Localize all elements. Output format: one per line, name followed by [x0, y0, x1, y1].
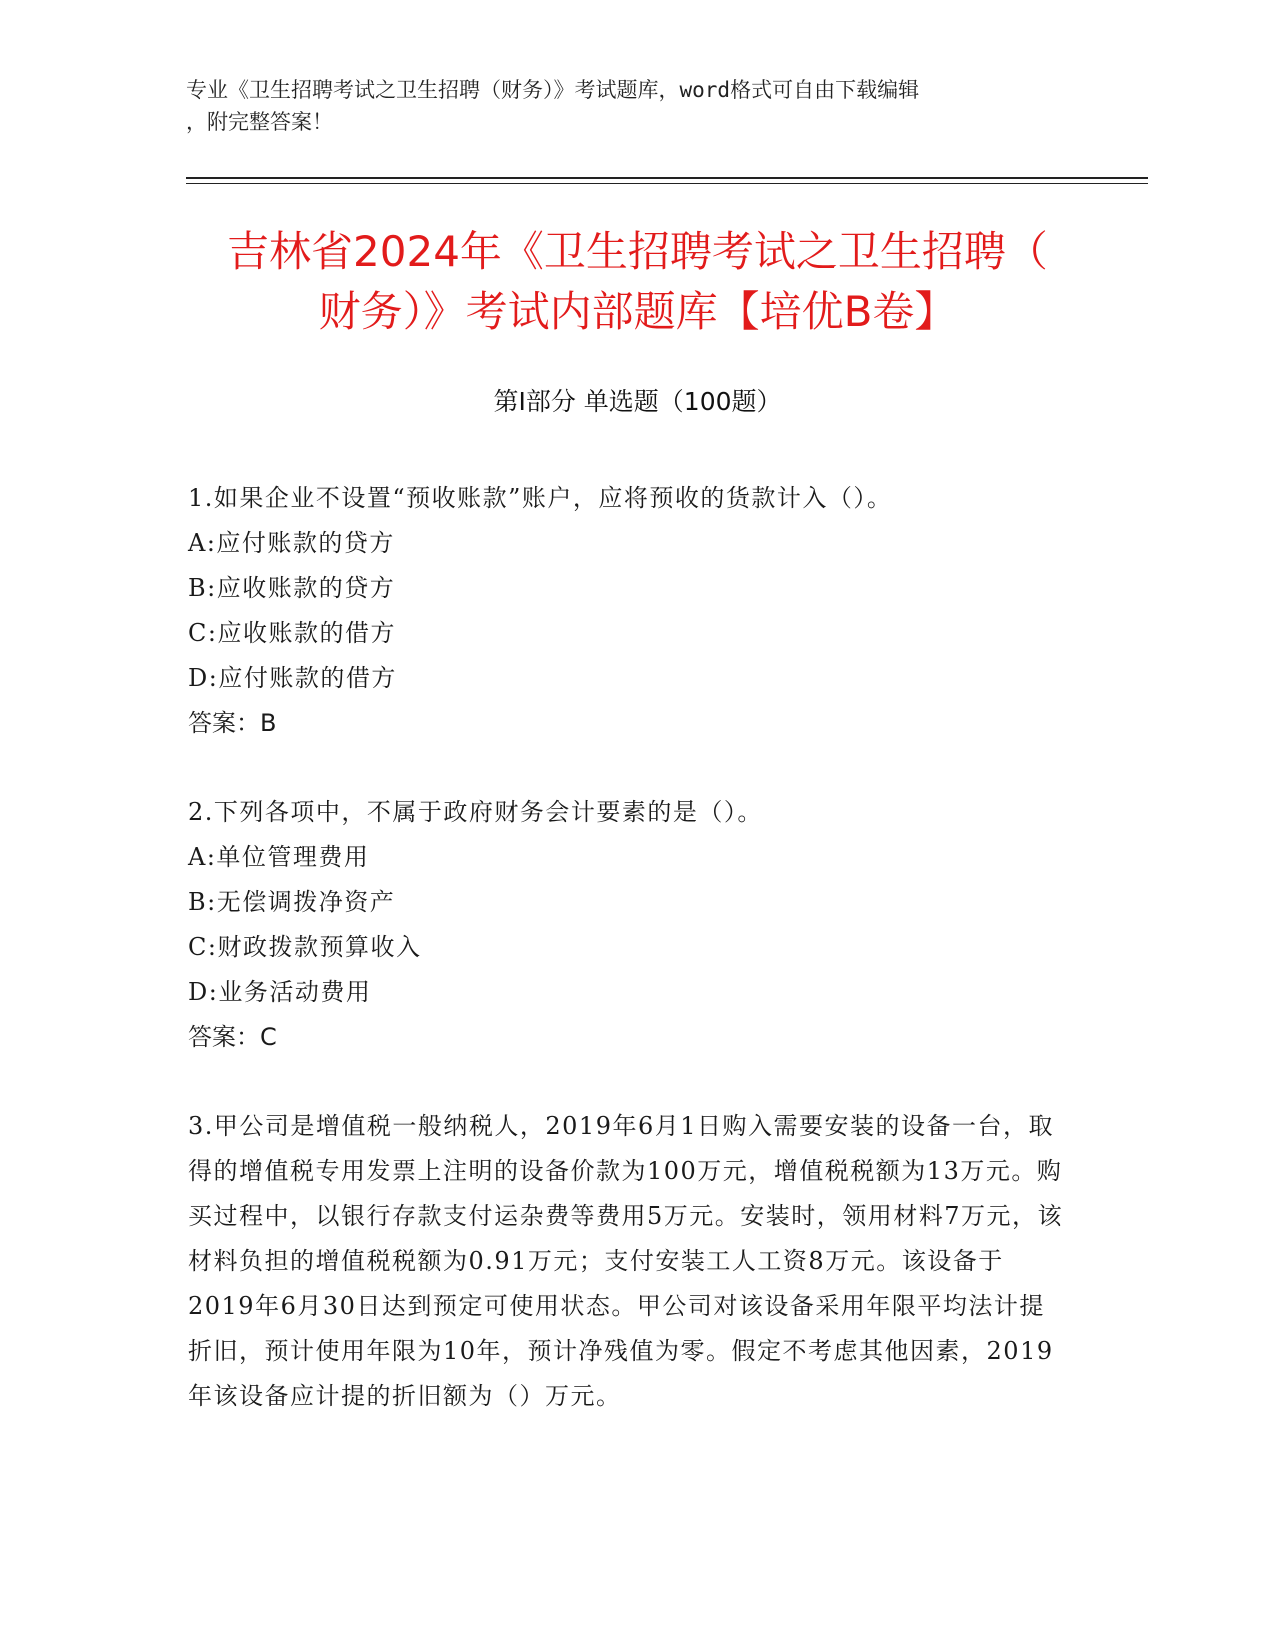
header-divider-thick	[186, 177, 1148, 179]
header-line-2: ，附完整答案！	[186, 110, 333, 134]
question-2	[188, 790, 1068, 1060]
header-divider-thin	[186, 183, 1148, 184]
answer-label: 答案：C	[188, 1023, 277, 1051]
question-stem: 3.甲公司是增值税一般纳税人，2019年6月1日购入需要安装的设备一台，取得的增值税专用发票上注明的设备价款为100万元，增值税税额为13万元。购买过程中，以银行存款支付运杂费等费用5万元。安装时，领用材料7万元，该材料负担的增值税税额为0.91万元；支付安装工人工资8万元。该设备于2019年6月30日达到预定可使用状态。甲公司对该设备采用年限平均法计提折旧，预计使用年限为10年，预计净残值为零。假定不考虑其他因素，2019年该设备应计提的折旧额为（）万元。	[188, 1112, 1064, 1410]
answer-label: 答案：B	[188, 709, 277, 737]
question-1	[188, 476, 1068, 746]
header-line-1: 专业《卫生招聘考试之卫生招聘（财务）》考试题库，word格式可自由下载编辑	[186, 78, 920, 102]
question-stem: 2.下列各项中，不属于政府财务会计要素的是（）。	[188, 798, 763, 826]
option-a: A:单位管理费用	[188, 843, 370, 871]
option-c: C:财政拨款预算收入	[188, 933, 422, 961]
option-b: B:应收账款的贷方	[188, 574, 396, 602]
question-list	[188, 476, 1068, 1463]
option-c: C:应收账款的借方	[188, 619, 396, 647]
option-b: B:无偿调拨净资产	[188, 888, 396, 916]
question-stem: 1.如果企业不设置“预收账款”账户，应将预收的货款计入（）。	[188, 484, 893, 512]
option-a: A:应付账款的贷方	[188, 529, 395, 557]
title-line-1: 吉林省2024年《卫生招聘考试之卫生招聘（	[227, 227, 1048, 276]
option-d: D:应付账款的借方	[188, 664, 397, 692]
section-title: 第Ⅰ部分 单选题（100题）	[493, 387, 782, 416]
question-3	[188, 1104, 1068, 1419]
title-line-2: 财务）》考试内部题库【培优B卷】	[318, 287, 957, 336]
option-d: D:业务活动费用	[188, 978, 372, 1006]
document-header	[186, 74, 1086, 138]
document-title	[150, 222, 1125, 342]
